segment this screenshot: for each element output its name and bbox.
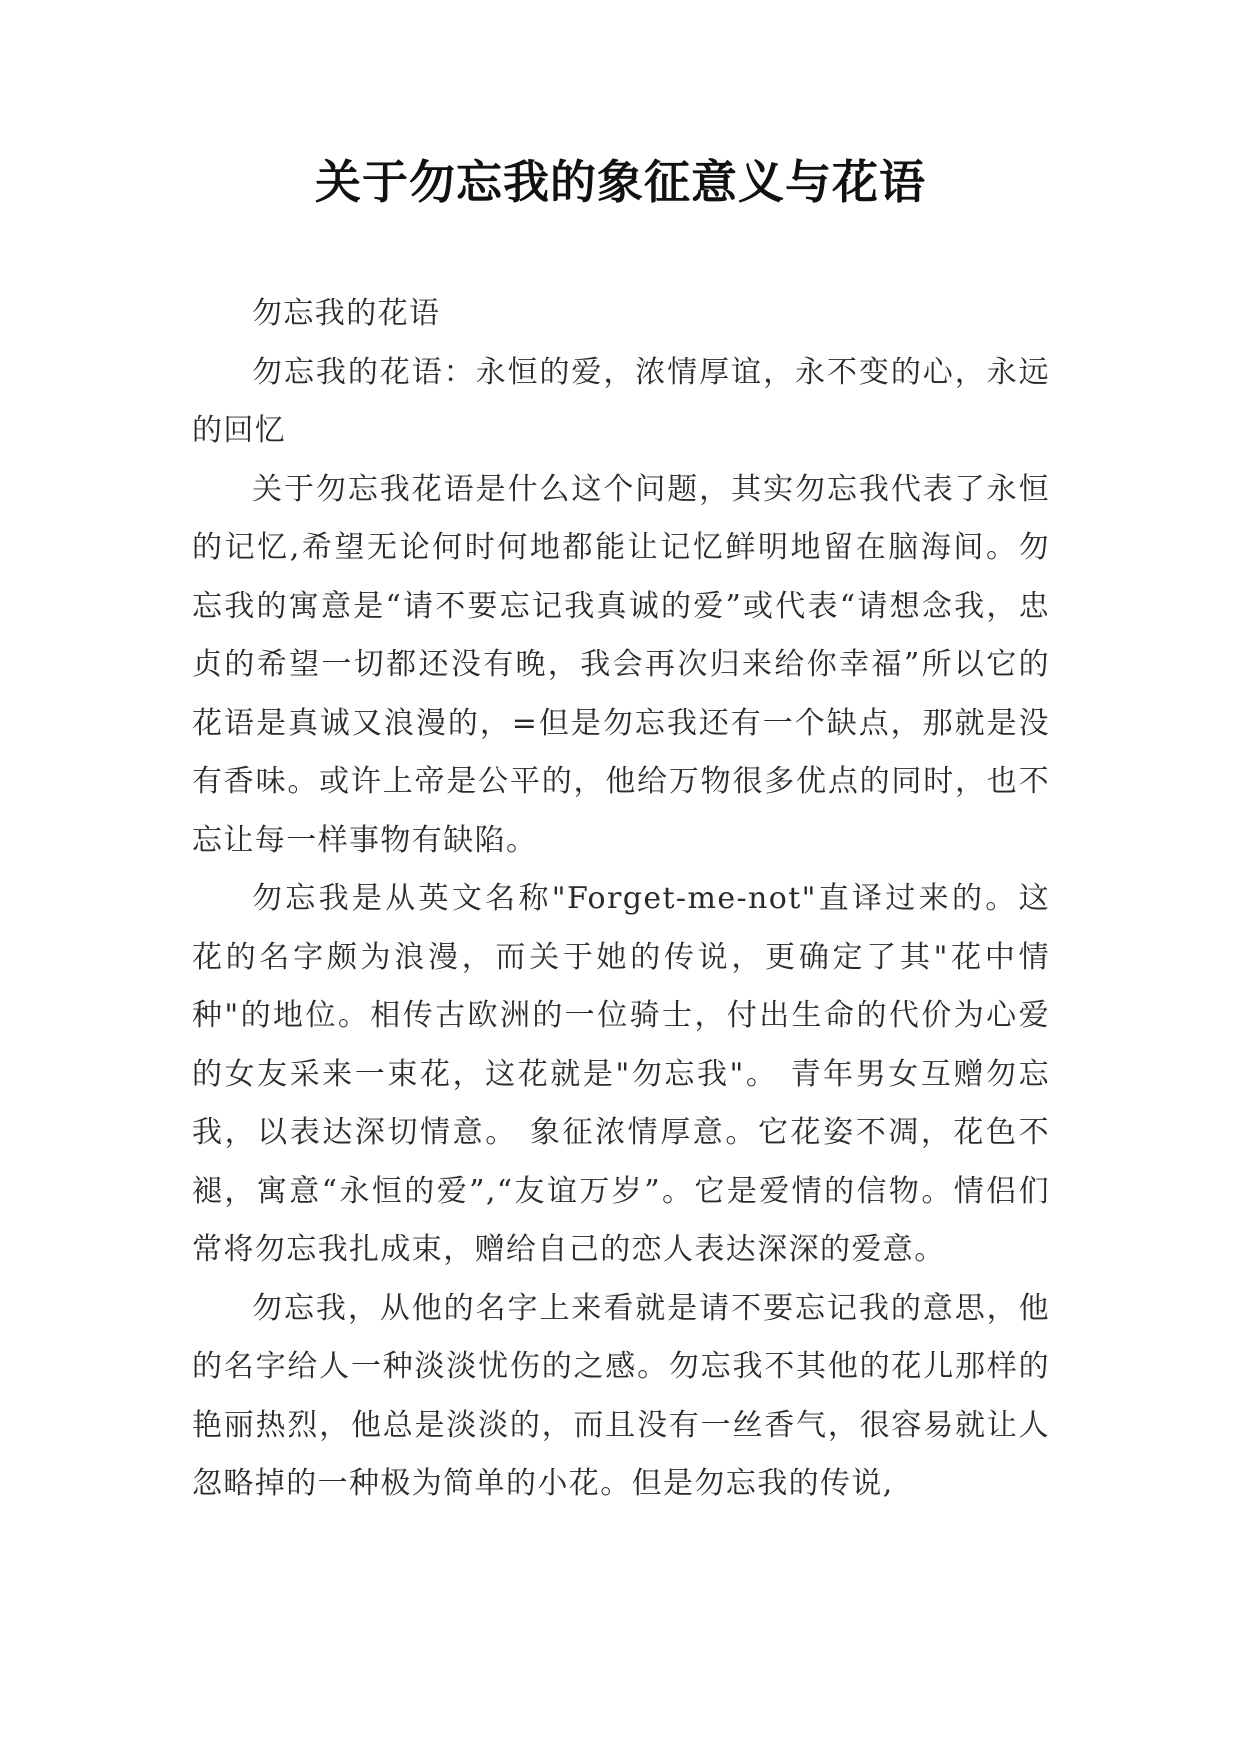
paragraph: 勿忘我的花语：永恒的爱，浓情厚谊，永不变的心，永远的回忆 (192, 354, 1050, 448)
paragraph: 关于勿忘我花语是什么这个问题，其实勿忘我代表了永恒的记忆,希望无论何时何地都能让记忆鲜明地留在脑海间。勿忘我的寓意是“请不要忘记我真诚的爱”或代表“请想念我，忠贞的希望一切都还没有晚，我会再次归来给你幸福”所以它的花语是真诚又浪漫的，=但是勿忘我还有一个缺点，那就是没有香味。或许上帝是公平的，他给万物很多优点的同时，也不忘让每一样事物有缺陷。 (192, 471, 1050, 858)
paragraph-heading: 勿忘我的花语 (252, 296, 441, 331)
document-title: 关于勿忘我的象征意义与花语 (315, 155, 926, 209)
paragraph: 勿忘我是从英文名称"Forget-me-not"直译过来的。这花的名字颇为浪漫，而关于她的传说，更确定了其"花中情种"的地位。相传古欧洲的一位骑士，付出生命的代价为心爱的女友采来一束花，这花就是"勿忘我"。 青年男女互赠勿忘我，以表达深切情意。 象征浓情厚意。它花姿不凋，花色不褪，寓意“永恒的爱”,“友谊万岁”。它是爱情的信物。情侣们常将勿忘我扎成束，赠给自己的恋人表达深深的爱意。 (192, 881, 1050, 1267)
paragraph: 勿忘我，从他的名字上来看就是请不要忘记我的意思，他的名字给人一种淡淡忧伤的之感。勿忘我不其他的花儿那样的艳丽热烈，他总是淡淡的，而且没有一丝香气，很容易就让人忽略掉的一种极为简单的小花。但是勿忘我的传说, (192, 1290, 1050, 1501)
document-body (192, 285, 1050, 1514)
